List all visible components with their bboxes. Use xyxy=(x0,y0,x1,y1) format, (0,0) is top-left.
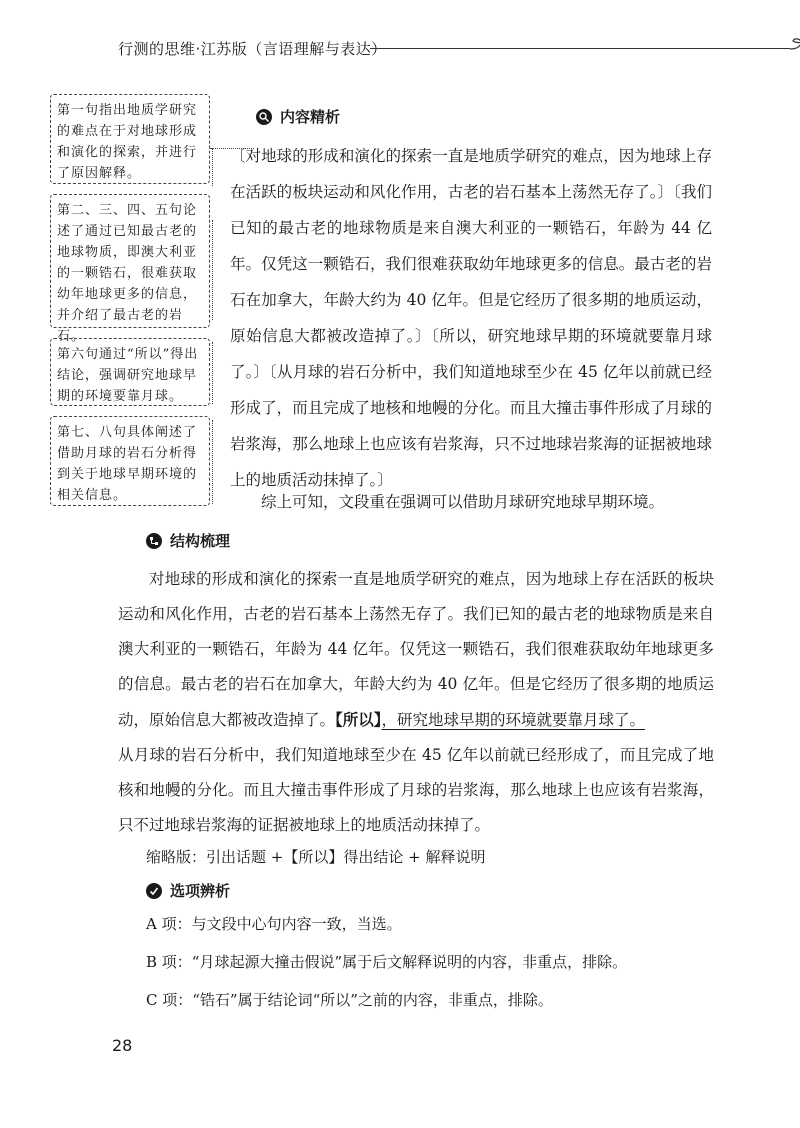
magnifier-icon xyxy=(256,109,272,125)
options-heading-text: 选项辨析 xyxy=(170,882,231,900)
leader-vertical-2 xyxy=(212,220,213,320)
margin-note-2: 第二、三、四、五句论述了通过已知最古老的地球物质，即澳大利亚的一颗锆石，很难获取幼年地球更多的信息，并介绍了最古老的岩石。 xyxy=(50,194,210,328)
running-header xyxy=(118,34,718,64)
analysis-heading-text: 内容精析 xyxy=(280,108,341,126)
leader-vertical-1 xyxy=(212,148,213,186)
analysis-sentence-1: 〔对地球的形成和演化的探索一直是地质学研究的难点，因为地球上存在活跃的板块运动和风化作用，古老的岩石基本上荡然无存了。〕 xyxy=(230,147,712,201)
section-heading-structure xyxy=(146,530,230,551)
conclusion-marker: 【所以】 xyxy=(335,710,382,729)
option-c: C 项：“锆石”属于结论词“所以”之前的内容，非重点，排除。 xyxy=(146,991,553,1009)
section-heading-analysis xyxy=(256,106,340,127)
option-a: A 项：与文段中心句内容一致，当选。 xyxy=(146,915,402,933)
options-list xyxy=(146,912,706,1026)
leader-vertical-3 xyxy=(212,342,213,404)
analysis-sentences-2-5: 〔我们已知的最古老的地球物质是来自澳大利亚的一颗锆石，年龄为 44 亿年。仅凭这一颗锆石，我们很难获取幼年地球更多的信息。最古老的岩石在加拿大，年龄大约为 40 亿年。但是它经历了很多期的地质运动，原始信息大都被改造掉了。〕 xyxy=(230,183,712,345)
margin-note-4: 第七、八句具体阐述了借助月球的岩石分析得到关于地球早期环境的相关信息。 xyxy=(50,416,210,506)
leader-vertical-4 xyxy=(212,420,213,504)
abbreviated-version: 缩略版：引出话题 +【所以】得出结论 + 解释说明 xyxy=(146,848,486,866)
section-heading-options xyxy=(146,880,230,901)
structure-part-1: 对地球的形成和演化的探索一直是地质学研究的难点，因为地球上存在活跃的板块运动和风化作用，古老的岩石基本上荡然无存了。我们已知的最古老的地球物质是来自澳大利亚的一颗锆石，年龄为 44 亿年。仅凭这一颗锆石，我们很难获取幼年地球更多的信息。最古老的岩石在加拿大，年龄大约为 40 亿年。但是它经历了很多期的地质运动，原始信息大都被改造掉了。 xyxy=(118,570,714,729)
analysis-sentences-7-8: 〔从月球的岩石分析中，我们知道地球至少在 45 亿年以前就已经形成了，而且完成了地核和地幔的分化。而且大撞击事件形成了月球的岩浆海，那么地球上也应该有岩浆海，只不过地球岩浆海的证据被地球上的地质活动抹掉了。〕 xyxy=(230,363,712,489)
analysis-sentence-6: 〔所以，研究地球早期的环境就要靠月球了。〕 xyxy=(230,327,712,381)
margin-note-1: 第一句指出地质学研究的难点在于对地球形成和演化的探索，并进行了原因解释。 xyxy=(50,94,210,184)
check-icon xyxy=(146,883,162,899)
header-rule xyxy=(370,48,790,49)
analysis-summary: 综上可知，文段重在强调可以借助月球研究地球早期环境。 xyxy=(261,493,665,511)
book-title: 行测的思维·江苏版（言语理解与表达） xyxy=(118,40,387,58)
margin-note-3: 第六句通过“所以”得出结论，强调研究地球早期的环境要靠月球。 xyxy=(50,338,210,406)
conclusion-sentence: ，研究地球早期的环境就要靠月球了。 xyxy=(381,711,646,729)
structure-part-2: 从月球的岩石分析中，我们知道地球至少在 45 亿年以前就已经形成了，而且完成了地核和地幔的分化。而且大撞击事件形成了月球的岩浆海，那么地球上也应该有岩浆海，只不过地球岩浆海的证据被地球上的地质活动抹掉了。 xyxy=(118,746,714,834)
sprout-icon xyxy=(784,34,800,64)
structure-heading-text: 结构梳理 xyxy=(170,532,231,550)
analysis-body xyxy=(230,138,712,498)
page-number: 28 xyxy=(112,1036,133,1055)
option-b: B 项：“月球起源大撞击假说”属于后文解释说明的内容，非重点，排除。 xyxy=(146,953,628,971)
structure-body xyxy=(118,562,714,843)
structure-icon xyxy=(146,533,162,549)
